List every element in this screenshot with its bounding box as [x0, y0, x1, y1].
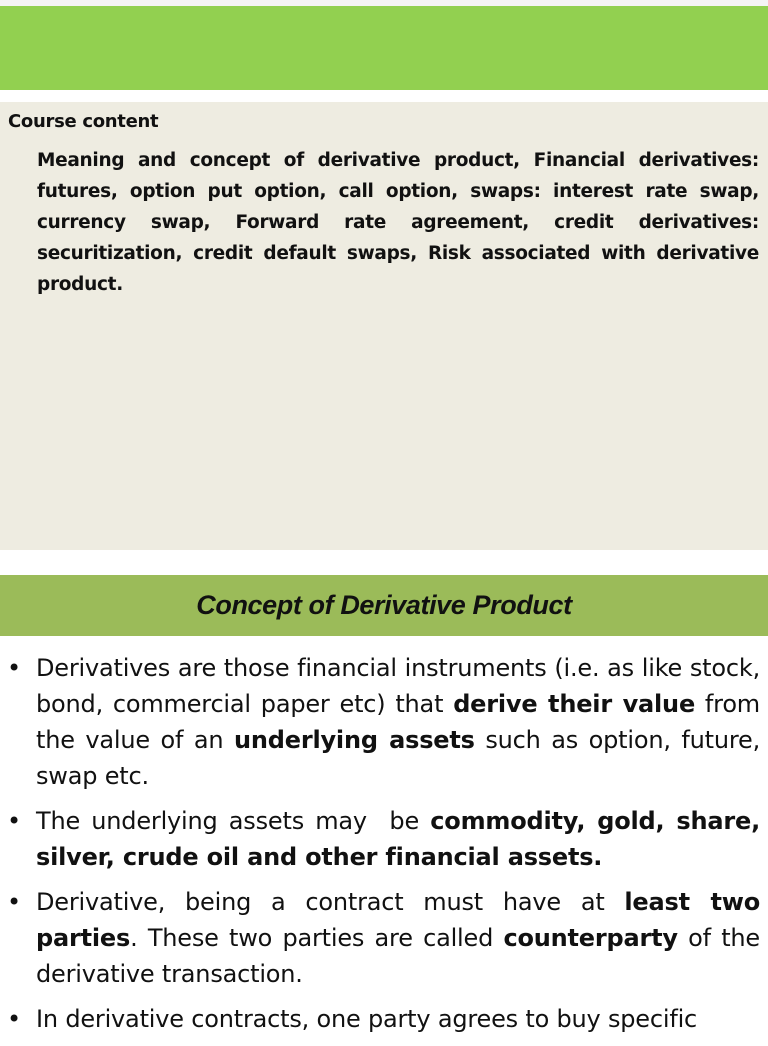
bullet-text: from the value of an: [36, 690, 760, 754]
bullet-item-underlying-assets: [0, 803, 768, 875]
bullet-dot-icon: •: [7, 1005, 21, 1033]
course-content-panel: [0, 102, 768, 550]
bullet-bold-text: underlying assets: [233, 726, 475, 754]
bullet-list: [0, 650, 768, 1046]
bullet-text: . These two parties are called: [130, 924, 504, 952]
bullet-item-two-parties: [0, 884, 768, 992]
bullet-text: Derivatives are those financial instruments (i.e. as like stock, bond, commercial paper etc) that: [36, 654, 760, 718]
bullet-text: In derivative contracts, one party agrees to buy specific: [36, 1005, 698, 1033]
bullet-bold-text: least two parties: [36, 888, 760, 952]
bullet-bold-text: derive their value: [453, 690, 696, 718]
bullet-text: of the derivative transaction.: [36, 924, 760, 988]
slide-header-bar: [0, 6, 768, 90]
bullet-text: such as option, future, swap etc.: [36, 726, 760, 790]
bullet-item-derive-value: [0, 650, 768, 794]
bullet-item-buy-specific: [0, 1001, 768, 1037]
slide-title-bar: [0, 575, 768, 636]
course-content-body: Meaning and concept of derivative product, Financial derivatives: futures, option put option, call option, swaps: interest rate swap, currency swap, Forward rate agreement, credit derivatives: securitization, credit default swaps, Risk associated with derivative product.: [37, 150, 759, 295]
bullet-dot-icon: •: [7, 807, 21, 835]
bullet-text: The underlying assets may be: [36, 807, 431, 835]
course-content-heading: Course content: [8, 111, 159, 132]
slide-title: Concept of Derivative Product: [196, 590, 572, 620]
bullet-dot-icon: •: [7, 888, 21, 916]
bullet-text: Derivative, being a contract must have at: [36, 888, 625, 916]
bullet-dot-icon: •: [7, 654, 21, 682]
bullet-bold-text: counterparty: [503, 924, 678, 952]
bullet-bold-text: commodity, gold, share, silver, crude oil and other financial assets.: [36, 807, 760, 871]
